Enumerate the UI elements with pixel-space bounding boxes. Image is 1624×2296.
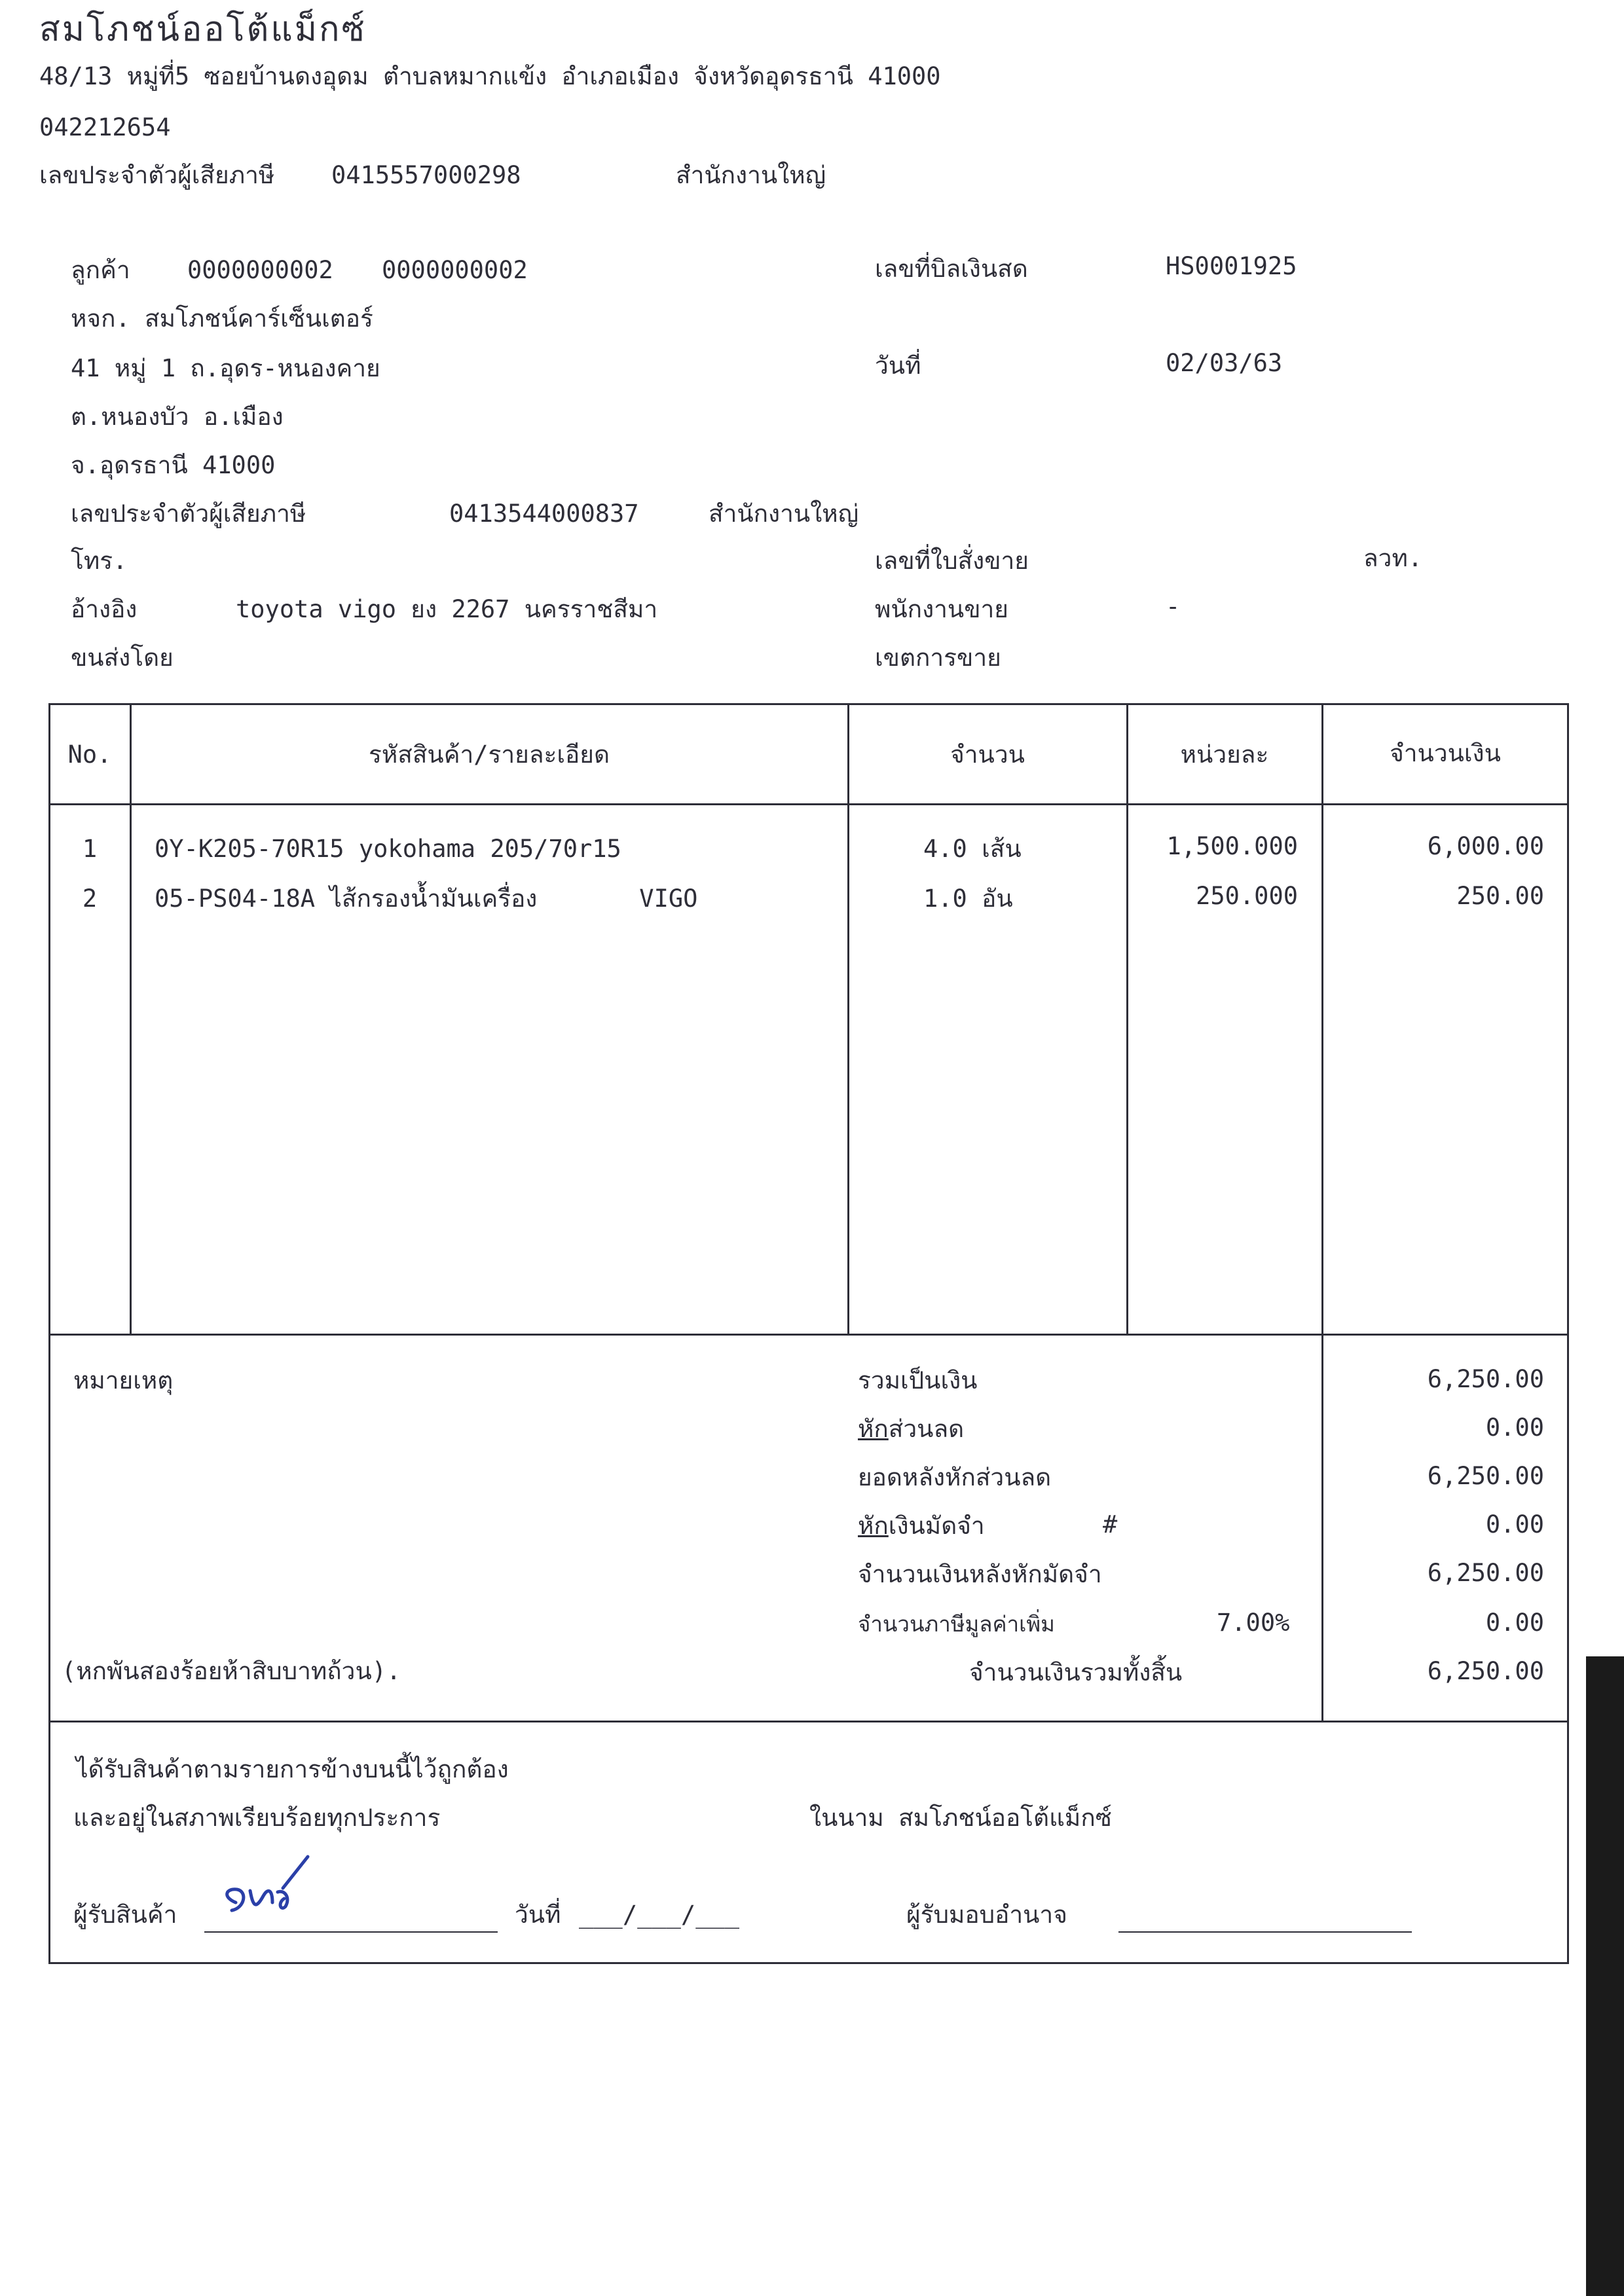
row-2-desc: 05-PS04-18A ไส้กรองน้ำมันเครื่อง VIGO [155,884,698,913]
bill-area-label: เขตการขาย [875,644,1001,672]
grand-total-label: จำนวนเงินรวมทั้งสิ้น [969,1658,1183,1686]
grand-total-value: 6,250.00 [1427,1657,1544,1685]
company-address: 48/13 หมู่ที่5 ซอยบ้านดงอุดม ตำบลหมากแข้ง อำเภอเมือง จังหวัดอุดรธานี 41000 [39,62,941,90]
bill-no-label: เลขที่บิลเงินสด [875,255,1028,283]
bill-no-value: HS0001925 [1166,252,1297,280]
after-deposit-value: 6,250.00 [1427,1559,1544,1587]
bill-order-value: ลวท. [1363,544,1423,572]
scan-edge [1586,1656,1624,2296]
customer-code-1: 0000000002 [187,256,333,284]
deposit-hash: # [1103,1510,1118,1539]
summary-divider [48,1721,1569,1722]
header-desc: รหัสสินค้า/รายละเอียด [369,740,610,769]
row-2-no: 2 [82,884,98,913]
remark-label: หมายเหตุ [73,1366,174,1394]
bill-sales-label: พนักงานขาย [875,595,1008,623]
after-deposit-label: จำนวนเงินหลังหักมัดจำ [858,1560,1102,1588]
vat-value: 0.00 [1485,1609,1544,1637]
bill-date-label: วันที่ [875,352,921,380]
row-1-qty: 4.0 เส้น [923,835,1022,863]
after-discount-value: 6,250.00 [1427,1462,1544,1490]
customer-address-3: จ.อุดรธานี 41000 [71,451,276,479]
bill-sales-value: - [1166,592,1181,621]
company-branch: สำนักงานใหญ่ [676,161,826,189]
row-2-amount: 250.00 [1456,882,1544,910]
discount-text: ส่วนลด [888,1415,965,1443]
deposit-value: 0.00 [1485,1510,1544,1539]
receive-date-label: วันที่ [515,1901,561,1929]
header-unit: หน่วยละ [1180,740,1269,769]
subtotal-label: รวมเป็นเงิน [858,1366,978,1394]
received-line-2: และอยู่ในสภาพเรียบร้อยทุกประการ [73,1804,441,1832]
deposit-text: เงินมัดจำ [888,1512,985,1540]
row-1-no: 1 [82,835,98,863]
authorized-label: ผู้รับมอบอำนาจ [906,1901,1067,1929]
customer-name: หจก. สมโภชน์คาร์เซ็นเตอร์ [71,304,373,333]
customer-label: ลูกค้า [71,256,130,284]
deposit-prefix: หัก [858,1512,889,1540]
col-divider-desc [847,703,849,1335]
col-divider-qty [1126,703,1128,1335]
receiver-signature-line [204,1931,498,1933]
row-2-qty: 1.0 อัน [923,884,1013,913]
deposit-label [858,1511,985,1541]
customer-ship-label: ขนส่งโดย [71,644,174,672]
company-name: สมโภชน์ออโต้แม็กซ์ [39,10,367,49]
customer-address-2: ต.หนองบัว อ.เมือง [71,403,284,431]
customer-address-1: 41 หมู่ 1 ถ.อุดร-หนองคาย [71,354,380,382]
discount-prefix: หัก [858,1415,889,1443]
customer-tax-id: 0413544000837 [449,500,639,528]
customer-phone-label: โทร. [71,547,128,575]
authorized-signature-line [1118,1931,1412,1933]
receive-date-blank: ___/___/___ [579,1901,740,1929]
customer-branch: สำนักงานใหญ่ [709,500,859,528]
header-no: No. [67,740,112,769]
amount-in-words: (หกพันสองร้อยห้าสิบบาทถ้วน). [62,1657,401,1685]
table-body-divider [48,1334,1569,1336]
col-divider-no [130,703,132,1335]
header-amount: จำนวนเงิน [1390,739,1501,767]
vat-label: จำนวนภาษีมูลค่าเพิ่ม [858,1611,1055,1637]
on-behalf: ในนาม สมโภชน์ออโต้แม็กซ์ [809,1804,1112,1832]
receiver-label: ผู้รับสินค้า [73,1901,177,1929]
bill-date-value: 02/03/63 [1166,349,1283,377]
customer-tax-label: เลขประจำตัวผู้เสียภาษี [71,500,306,528]
discount-label [858,1414,964,1444]
received-line-1: ได้รับสินค้าตามรายการข้างบนนี้ไว้ถูกต้อง [76,1755,509,1783]
header-qty: จำนวน [950,740,1025,769]
row-1-unit-price: 1,500.000 [1166,832,1298,860]
row-2-unit-price: 250.000 [1196,882,1298,910]
company-tax-id: 0415557000298 [331,161,521,189]
row-1-amount: 6,000.00 [1427,832,1544,860]
subtotal-value: 6,250.00 [1427,1365,1544,1393]
row-1-desc: 0Y-K205-70R15 yokohama 205/70r15 [155,835,621,863]
discount-value: 0.00 [1485,1413,1544,1442]
vat-rate: 7.00% [1217,1609,1290,1637]
customer-ref-value: toyota vigo ยง 2267 นครราชสีมา [236,595,658,623]
customer-code-2: 0000000002 [382,256,528,284]
company-tax-label: เลขประจำตัวผู้เสียภาษี [39,161,275,189]
customer-ref-label: อ้างอิง [71,595,138,623]
company-phone: 042212654 [39,113,171,141]
receiver-signature [210,1850,380,1929]
bill-order-label: เลขที่ใบสั่งขาย [875,547,1029,575]
after-discount-label: ยอดหลังหักส่วนลด [858,1463,1052,1491]
table-header-divider [48,803,1569,805]
